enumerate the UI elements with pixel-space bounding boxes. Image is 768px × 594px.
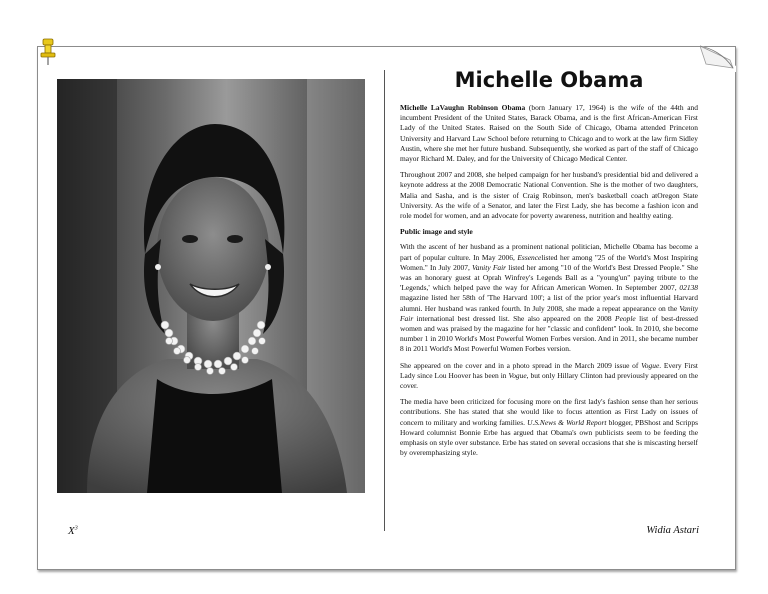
paragraph-1: Michelle LaVaughn Robinson Obama (born January 17, 1964) is the wife of the 44th and incumbent President of the United States, Barack Obama, and is the first African-American First Lady of the United States. Raised on the South Side of Chicago, Obama attended Princeton University and Harvard Law School before returning to Chicago and to work at the law firm Sidley Austin, where she met her future husband. Subsequently, she worked as part of the staff of Chicago mayor Richard M. Daley, and for the University of Chicago Medical Center. bbox=[400, 103, 698, 164]
paragraph-5: The media have been criticized for focusing more on the first lady's fashion sense than her serious contributions. She has stated that she would like to focus attention as First Lady on issues of concern to military and working families. U.S.News & World Report blogger, PBShost and Scripps Howard columnist Bonnie Erbe has argued that Obama's own publicists seem to be feeding the emphasis on style over substance. Erbe has stated on several occasions that she is miscasting herself by overemphasizing style. bbox=[400, 397, 698, 458]
document-title: Michelle Obama bbox=[454, 68, 644, 92]
pushpin-icon bbox=[40, 38, 56, 66]
portrait-photo bbox=[57, 79, 365, 493]
paragraph-3: With the ascent of her husband as a prominent national politician, Michelle Obama has become a part of popular culture. In May 2006, Essencelisted her among "25 of the World's Most Inspiring Women." In July 2007, Vanity Fair listed her among "10 of the World's Best Dressed People." She was an honorary guest at Oprah Winfrey's Legends Ball as a "young'un" paying tribute to the 'Legends,' which helped pave the way for African American Women. In September 2007, 02138 magazine listed her 58th of 'The Harvard 100'; a list of the prior year's most influential Harvard alumni. Her husband was ranked fourth. In July 2008, she made a repeat appearance on the Vanity Fair international best dressed list. She also appeared on the 2008 People list of best-dressed women and was praised by the magazine for her "classic and confident" look. In 2010, she become number 1 in 2010 World's Most Powerful Women Forbes version. And in 2011, she became number 8 in 2011 World's Most Powerful Women Forbes version. bbox=[400, 242, 699, 354]
article-body bbox=[400, 103, 698, 465]
footer-author: Widia Astari bbox=[646, 525, 699, 536]
paragraph-4: She appeared on the cover and in a photo spread in the March 2009 issue of Vogue. Every First Lady since Lou Hoover has been in Vogue, but only Hillary Clinton had previously appeared on the cover. bbox=[400, 360, 698, 391]
paragraph-2: Throughout 2007 and 2008, she helped campaign for her husband's presidential bid and delivered a keynote address at the 2008 Democratic National Convention. She is the mother of two daughters, Malia and Sasha, and is the sister of Craig Robinson, men's basketball coach atOregon State University. As the wife of a Senator, and later the First Lady, she has become a fashion icon and role model for women, and an advocate for poverty awareness, nutrition and healthy eating. bbox=[400, 170, 698, 221]
footer-page-mark: $X^3$ bbox=[68, 525, 78, 537]
section-heading: Public image and style bbox=[400, 227, 473, 237]
page-curl-icon bbox=[700, 44, 736, 72]
column-divider bbox=[384, 70, 385, 531]
